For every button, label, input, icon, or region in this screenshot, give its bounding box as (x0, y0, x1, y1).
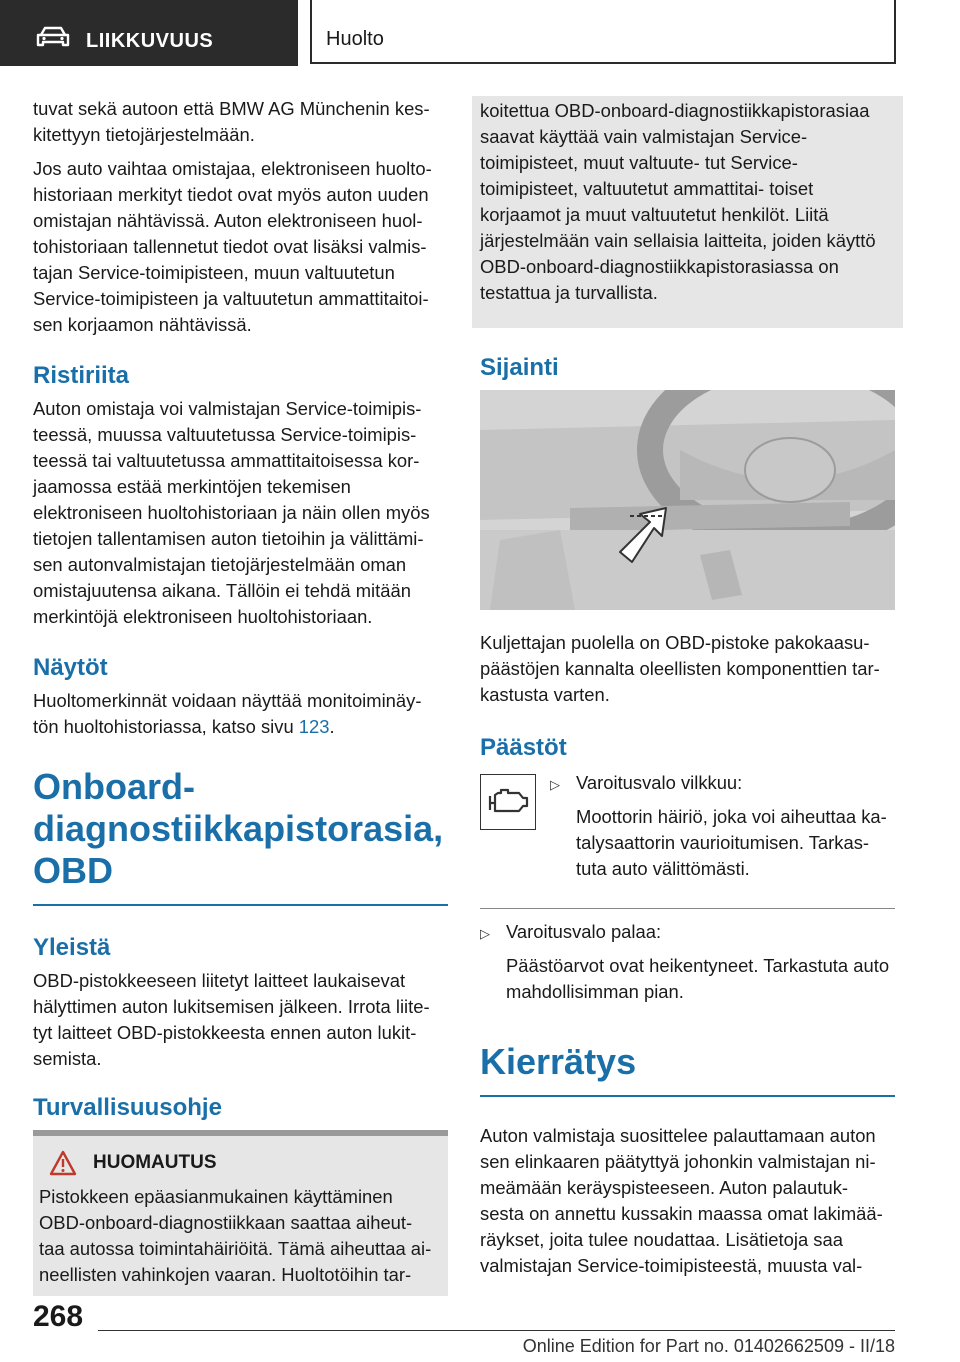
list-item-title: Varoitusvalo palaa: (506, 921, 662, 942)
triangle-bullet-icon: ▷ (550, 777, 560, 792)
engine-warning-icon-box (480, 774, 536, 830)
warning-header (39, 1150, 442, 1176)
edition-text: Online Edition for Part no. 01402662509 - II/18 (522, 1336, 895, 1356)
right-column (480, 96, 895, 1287)
paragraph-text: Huoltomerkinnät voidaan näyttää monitoiminäy‐ tön huoltohistoriassa, katso sivu (33, 690, 422, 737)
warning-list (550, 770, 895, 882)
paragraph: tuvat sekä autoon että BMW AG Münchenin kes‐ kitettyyn tietojärjestelmään. (33, 98, 430, 145)
list-item-text: Moottorin häiriö, joka voi aiheuttaa ka‐ talysaattorin vaurioitumisen. Tarkas‐ tuta auto välittömästi. (576, 806, 887, 879)
emissions-section (480, 770, 895, 970)
warning-text: Pistokkeen epäasianmukainen käyttäminen OBD-onboard-diagnostiikkaan saattaa aiheut‐ taa autossa toimintahäiriöitä. Tämä aiheuttaa ai‐ neellisten vahinkojen vaaran. Huoltotöihin tar‐ (39, 1186, 432, 1285)
paragraph: Auton omistaja voi valmistajan Service-toimipis‐ teessä, muussa valtuutetussa Service-toimipis‐ teessä tai valtuutetussa ammattitaitoisessa kor‐ jaamossa estää merkintöjen tekemisen elektroniseen huoltohistoriaan ja näin ollen myös tietojen tallentamisen auton tietoihin ja välittämi‐ sen autonvalmistajan tietojärjestelmään oman omistajuutensa aikana. Tällöin ei tehdä mitään merkintöjä elektroniseen huoltohistoriaan. (33, 398, 430, 627)
triangle-bullet-icon: ▷ (480, 926, 490, 941)
warning-title: HUOMAUTUS (93, 1152, 217, 1173)
car-icon (36, 26, 70, 48)
warning-triangle-icon (49, 1150, 77, 1176)
heading-obd: Onboard-diagnostiikkapistorasia, OBD (33, 766, 448, 906)
section-title: Huolto (326, 28, 384, 50)
heading-yleista: Yleistä (33, 934, 111, 961)
paragraph: OBD-pistokkeeseen liitetyt laitteet laukaisevat hälyttimen auton lukitsemisen jälkeen. Irrota liite‐ tyt laitteet OBD-pistokkeesta ennen auton lukit‐ semista. (33, 970, 430, 1069)
page-number: 268 (33, 1300, 84, 1333)
warning-box-continued (472, 96, 903, 328)
paragraph: Auton valmistaja suosittelee palauttamaan auton sen elinkaaren päätyttyä johonkin valmistajan ni‐ meämään keräyspisteeseen. Auton palautuk‐ sesta on annettu kussakin maassa omat lakimää‐ räykset, joita tulee noudattaa. Lisätietoja saa valmistajan Service-toimipisteestä, muusta val‐ (480, 1125, 883, 1276)
heading-turvallisuusohje: Turvallisuusohje (33, 1094, 222, 1121)
heading-naytot: Näytöt (33, 654, 108, 681)
heading-ristiriita: Ristiriita (33, 362, 130, 389)
chapter-title: LIIKKUVUUS (86, 30, 214, 52)
list-item-title: Varoitusvalo vilkkuu: (576, 772, 743, 793)
paragraph-text: . (329, 716, 335, 737)
heading-paastot: Päästöt (480, 734, 567, 761)
list-item (550, 770, 895, 798)
footer-divider (98, 1330, 895, 1331)
warning-text: koitettua OBD-onboard-diagnostiikkapistorasiaa saavat käyttää vain valmistajan Service-toimipisteet, muut valtuute‐ tut Service-toimipisteet, valtuutetut ammattitai‐ toiset korjaamot ja muut valtuutetut henkilöt. Liitä järjestelmään vain sellaisia laitteita, joiden käyttö OBD-onboard-diagnostiikkapistorasiassa on testattua ja turvallista. (480, 100, 876, 303)
list-item-text: Päästöarvot ovat heikentyneet. Tarkastuta auto mahdollisimman pian. (506, 955, 890, 1002)
page-header (0, 0, 960, 66)
warning-box (33, 1130, 448, 1296)
left-column (33, 96, 448, 1296)
paragraph (33, 688, 448, 740)
chapter-tab (0, 0, 298, 66)
paragraph: Jos auto vaihtaa omistajaa, elektroniseen huolto‐ historiaan merkityt tiedot ovat myös auton uuden omistajan nähtävissä. Auton elektroniseen huol‐ tohistoriaan tallennetut tiedot ovat lisäksi valmis‐ tajan Service-toimipisteen, muun valtuutetun Service-toimipisteen ja valtuutetun ammattitaitoi‐ sen korjaamon nähtävissä. (33, 158, 432, 335)
heading-kierratys: Kierrätys (480, 1041, 895, 1097)
obd-location-photo (480, 390, 895, 610)
page-link[interactable]: 123 (298, 716, 330, 737)
section-box (310, 0, 896, 64)
check-engine-icon (486, 786, 530, 818)
paragraph: Kuljettajan puolella on OBD-pistoke pakokaasu‐ päästöjen kannalta oleellisten komponenttien tar‐ kastusta varten. (480, 632, 880, 705)
heading-sijainti: Sijainti (480, 354, 559, 381)
